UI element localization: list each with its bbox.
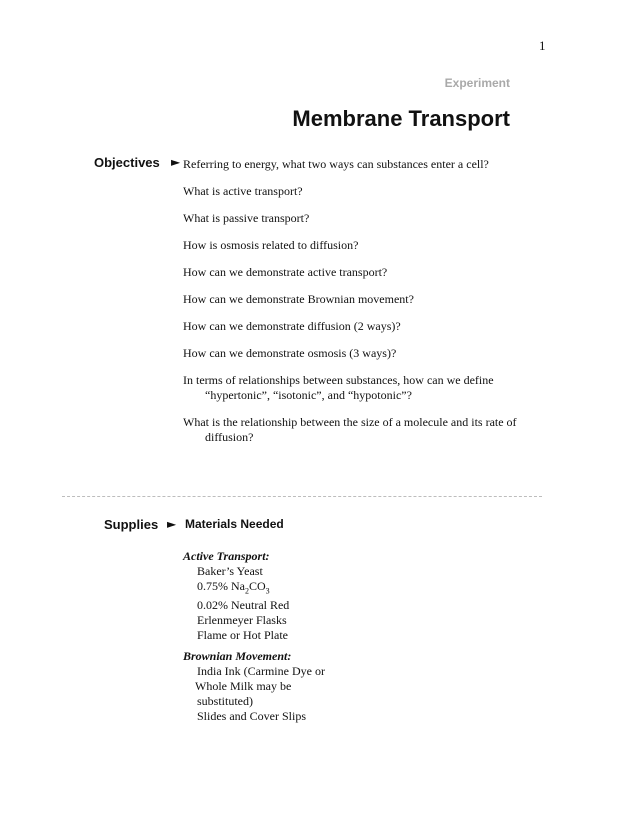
brownian-movement-title: Brownian Movement:	[183, 649, 292, 663]
list-item	[183, 579, 289, 598]
objective-item	[183, 346, 539, 361]
objective-text: Referring to energy, what two ways can substances enter a cell?	[183, 157, 489, 171]
section-divider	[62, 496, 542, 497]
chem-subscript: 2	[245, 586, 249, 596]
list-item: Whole Milk may be	[195, 679, 292, 693]
page-number: 1	[539, 38, 546, 53]
materials-heading: Materials Needed	[185, 517, 284, 531]
objectives-arrow-icon: ►	[171, 155, 181, 169]
objectives-label: Objectives	[94, 155, 160, 170]
objective-item	[183, 238, 539, 253]
objective-text: How can we demonstrate diffusion (2 ways)?	[183, 319, 401, 333]
supplies-label: Supplies	[104, 517, 159, 532]
objective-item	[183, 211, 539, 226]
objective-text: What is the relationship between the size of a molecule and its rate of	[183, 415, 517, 429]
brownian-movement-list	[183, 664, 325, 724]
objective-text: In terms of relationships between substances, how can we define	[183, 373, 494, 387]
active-transport-list	[183, 564, 289, 643]
objective-item	[183, 184, 539, 199]
list-item: substituted)	[197, 694, 253, 708]
objective-item	[183, 415, 539, 445]
page-title: Membrane Transport	[292, 106, 510, 131]
chem-subscript: 3	[265, 586, 270, 596]
objective-item	[183, 292, 539, 307]
objective-text-continued: diffusion?	[205, 430, 254, 444]
objective-item	[183, 373, 539, 403]
list-item: Erlenmeyer Flasks	[197, 613, 287, 628]
list-item: Flame or Hot Plate	[197, 628, 288, 643]
objectives-list	[183, 157, 539, 457]
active-transport-title: Active Transport:	[183, 549, 270, 563]
objective-text: What is passive transport?	[183, 211, 310, 225]
list-item: Slides and Cover Slips	[197, 709, 307, 723]
list-item: India Ink (Carmine Dye or	[197, 664, 325, 678]
list-item: 0.02% Neutral Red	[197, 598, 290, 613]
objective-text: How can we demonstrate Brownian movement?	[183, 292, 414, 306]
brownian-movement-group	[183, 649, 325, 724]
objective-item	[183, 319, 539, 334]
supplies-arrow-icon: ►	[167, 517, 177, 531]
objective-text: What is active transport?	[183, 184, 303, 198]
objective-item	[183, 157, 539, 172]
objective-text: How is osmosis related to diffusion?	[183, 238, 359, 252]
active-transport-group	[183, 549, 289, 643]
list-item: Baker’s Yeast	[197, 564, 263, 578]
objective-item	[183, 265, 539, 280]
experiment-label: Experiment	[444, 76, 510, 90]
chem-text: CO	[249, 579, 266, 593]
objective-text: How can we demonstrate osmosis (3 ways)?	[183, 346, 397, 360]
chem-text: 0.75% Na	[197, 579, 245, 593]
objective-text-continued: “hypertonic”, “isotonic”, and “hypotonic”?	[205, 388, 412, 402]
objective-text: How can we demonstrate active transport?	[183, 265, 388, 279]
